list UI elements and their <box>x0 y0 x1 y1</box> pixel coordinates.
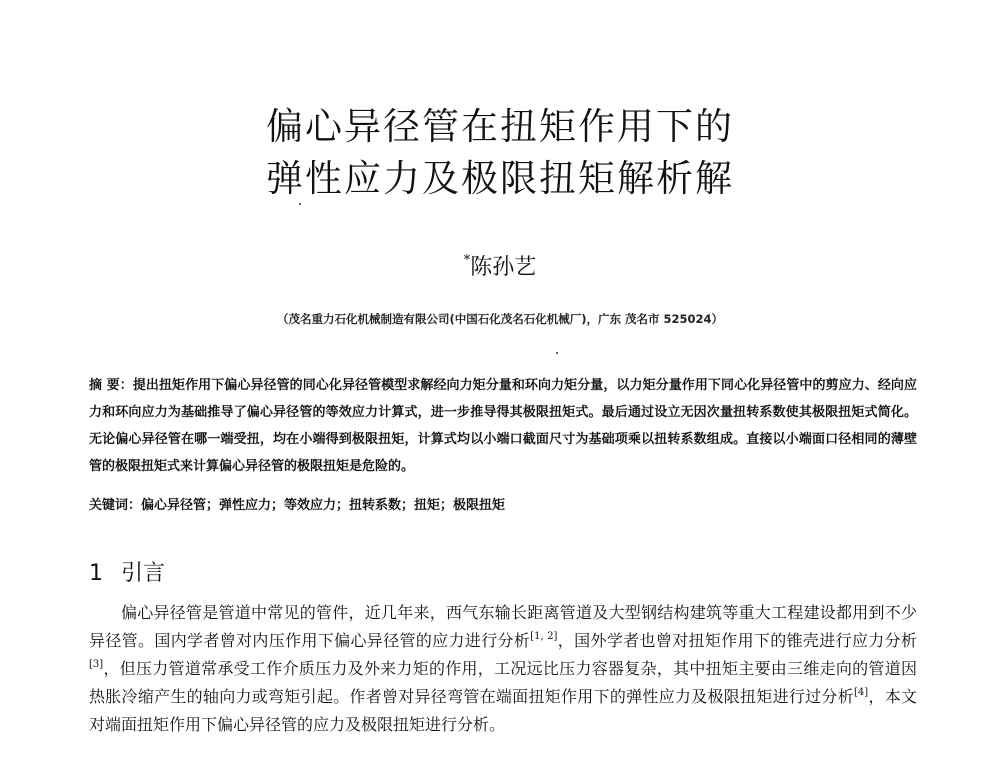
section-number: 1 <box>89 561 103 586</box>
keywords-label: 关键词： <box>89 498 142 513</box>
abstract-text: 提出扭矩作用下偏心异径管的同心化异径管模型求解经向力矩分量和环向力矩分量，以力矩分量作用下同心化异径管中的剪应力、经向应力和环向应力为基础推导了偏心异径管的等效应力计算式，进一步推导得其极限扭矩式。最后通过设立无因次量扭转系数使其极限扭矩式简化。无论偏心异径管在哪一端受扭，均在小端得到极限扭矩，计算式均以小端口截面尺寸为基础项乘以扭转系数组成。直接以小端面口径相同的薄壁管的极限扭矩式来计算偏心异径管的极限扭矩是危险的。 <box>89 378 917 474</box>
author-name: 陈孙艺 <box>470 255 537 280</box>
author-mark: * <box>463 253 471 268</box>
paper-title-line-1: 偏心异径管在扭矩作用下的 <box>266 105 734 148</box>
abstract-label: 摘 要： <box>89 378 133 393</box>
body-text-segment: ，国外学者也曾对扭矩作用下的锥壳进行应力分析 <box>557 631 917 650</box>
body-text-segment: ，但压力管道常承受工作介质压力及外来力矩的作用，工况远比压力容器复杂，其中扭矩主要由三维走向的管道因热胀冷缩产生的轴向力或弯矩引起。作者曾对异径弯管在端面扭矩作用下的弹性应力及极限扭矩进行过分析 <box>89 659 917 706</box>
paper-title-line-2: 弹性应力及极限扭矩解析解 <box>266 157 734 200</box>
keywords-text: 偏心异径管；弹性应力；等效应力；扭转系数；扭矩；极限扭矩 <box>141 498 506 513</box>
scan-speck <box>556 352 558 354</box>
citation-ref: [3] <box>89 659 104 670</box>
body-text-segment: 偏心异径管是管道中常见的管件，近几年来，西气东输长距离管道及大型钢结构建筑等重大工程建设都用到不少异径管。国内学者曾对内压作用下偏心异径管的应力进行分析 <box>89 603 917 650</box>
keywords <box>89 494 917 513</box>
citation-ref: [4] <box>853 687 869 698</box>
section-title: 引言 <box>121 561 166 586</box>
section-heading <box>89 556 165 587</box>
citation-ref: [1, 2] <box>530 631 558 642</box>
body-text-segment: ，本文对端面扭矩作用下偏心异径管的应力及极限扭矩进行分析。 <box>89 687 917 734</box>
author-line <box>0 250 1000 281</box>
body-paragraph <box>89 599 917 739</box>
abstract <box>89 372 917 480</box>
scan-speck <box>299 203 301 205</box>
author-affiliation: （茂名重力石化机械制造有限公司(中国石化茂名石化机械厂)，广东 茂名市 525024） <box>276 312 724 326</box>
